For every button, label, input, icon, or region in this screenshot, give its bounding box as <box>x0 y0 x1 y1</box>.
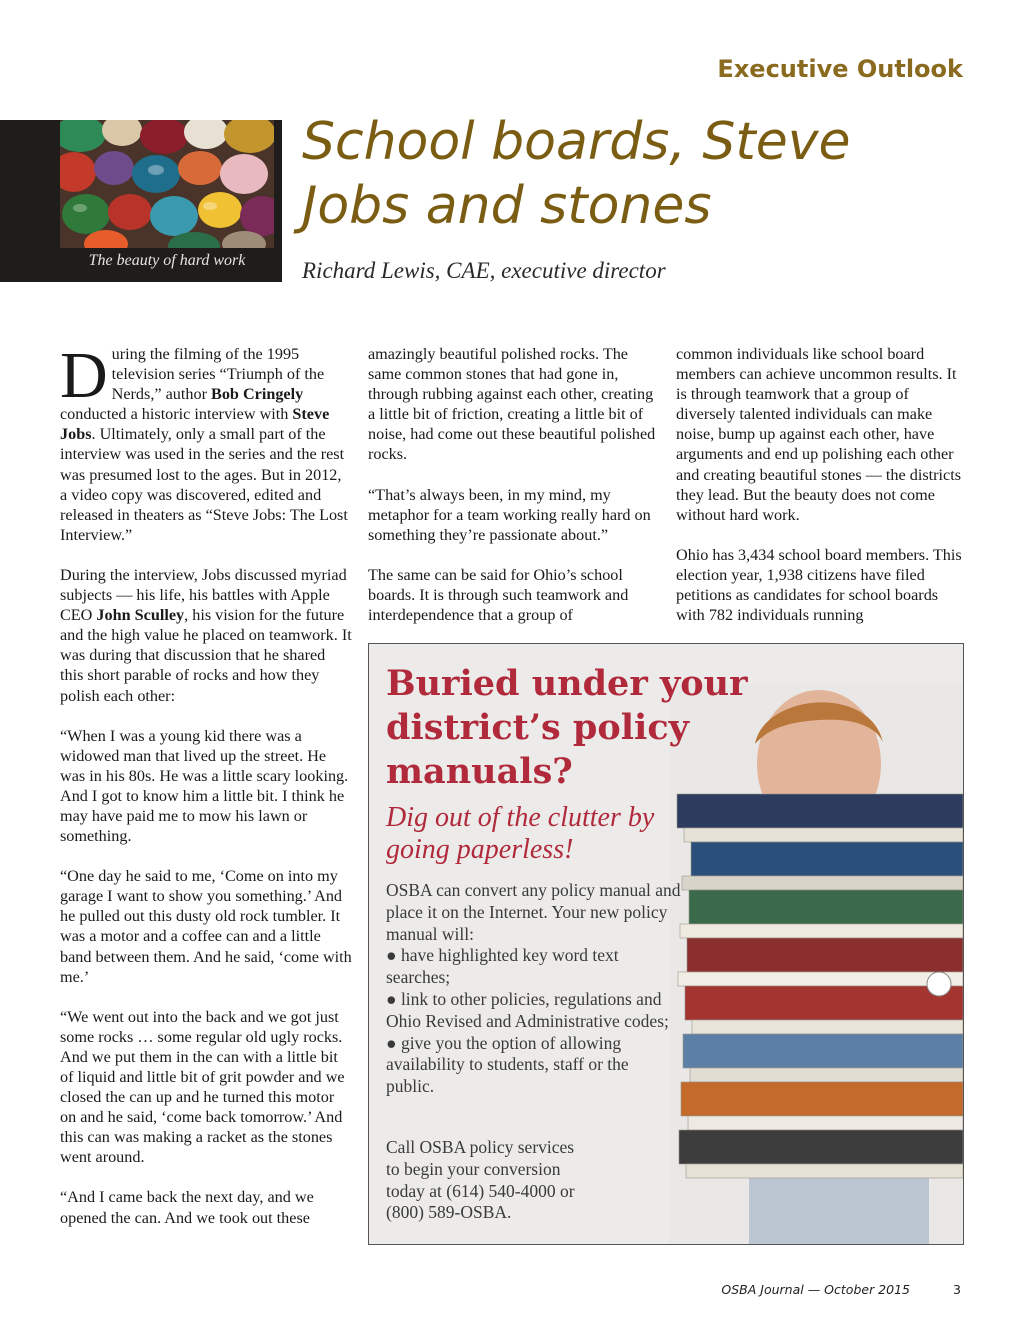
binder-layer <box>688 1116 963 1130</box>
stones-photo <box>60 120 274 248</box>
binder-layer <box>684 828 963 842</box>
paragraph-10: common individuals like school board members can achieve uncommon results. It is through teamwork that a group of diversely talented individuals can make noise, bump up against each other, have arguments and end up polishing each other and creating beautiful stones — the districts they lead. But the beauty does not come without hard work. <box>676 345 962 524</box>
binder-layer <box>682 876 963 890</box>
paragraph-11: Ohio has 3,434 school board members. This election year, 1,938 citizens have filed petitions as candidates for school boards with 782 individuals running <box>676 545 962 625</box>
binder-layer <box>683 1034 963 1068</box>
ad-headline: Buried under your district’s policy manuals? <box>386 663 748 792</box>
byline: Richard Lewis, CAE, executive director <box>302 258 666 283</box>
binder-layer <box>690 1068 963 1082</box>
ad-subheadline: Dig out of the clutter by going paperless! <box>386 802 655 865</box>
journal-footer: OSBA Journal — October 2015 <box>721 1282 910 1297</box>
ad-body <box>386 880 681 1098</box>
binder-ring-hole <box>927 972 951 996</box>
ad-feature-item: ● give you the option of allowing availability to students, staff or the public. <box>386 1032 629 1097</box>
ad-feature-item: ● link to other policies, regulations and Ohio Revised and Administrative codes; <box>386 988 669 1031</box>
paragraph-1 <box>60 339 352 545</box>
binder-layer <box>681 1082 963 1116</box>
article-column-2 <box>368 344 658 645</box>
binder-layer <box>692 1020 963 1034</box>
binder-layer <box>679 1130 963 1164</box>
paragraph-8: “That’s always been, in my mind, my metaphor for a team working really hard on something they’re passionate about.” <box>368 485 651 544</box>
ad-feature-item: ● have highlighted key word text searches; <box>386 945 619 988</box>
binder-layer <box>687 938 963 972</box>
page-number: 3 <box>953 1282 961 1297</box>
article-title: School boards, Steve Jobs and stones <box>302 112 851 236</box>
photo-caption: The beauty of hard work <box>88 252 246 269</box>
paragraph-6: “And I came back the next day, and we opened the can. And we took out these <box>60 1188 314 1227</box>
text-run: . Ultimately, only a small part of the interview was used in the series and the rest was presumed lost to the ages. But in 2012, a video copy was discovered, edited and released in theaters as “Steve Jobs: The Lost Interview.” <box>60 425 348 544</box>
binder-layer <box>678 972 963 986</box>
section-label: Executive Outlook <box>717 55 963 83</box>
drop-cap: D <box>60 339 108 412</box>
name-steve-jobs: Steve Jobs <box>60 405 330 444</box>
polished-stones-image <box>60 120 274 248</box>
article-column-3 <box>676 344 966 645</box>
paragraph-7: amazingly beautiful polished rocks. The same common stones that had gone in, through rubbing against each other, creating a little bit of friction, creating a little bit of noise, had come out these beautiful polished rocks. <box>368 345 656 464</box>
name-john-sculley: John Sculley <box>96 606 185 625</box>
text-run: uring the filming of the 1995 television series “Triumph of the Nerds,” author <box>111 345 325 404</box>
binder-layer <box>685 986 963 1020</box>
paragraph-2 <box>60 565 352 706</box>
text-run: During the interview, Jobs discussed myriad subjects — his life, his battles with Apple CEO <box>60 565 347 625</box>
binder-layer <box>680 924 963 938</box>
ad-intro: OSBA can convert any policy manual and place it on the Internet. Your new policy manual will: <box>386 880 681 944</box>
article-column-1 <box>60 339 352 1248</box>
paragraph-3: “When I was a young kid there was a widowed man that lived up the street. He was in his 80s. He was a little scary looking. And I got to know him a little bit. I think he may have paid me to mow his lawn or something. <box>60 726 349 846</box>
paragraph-9: The same can be said for Ohio’s school boards. It is through such teamwork and interdependence that a group of <box>368 565 629 625</box>
binder-layer <box>686 1164 963 1178</box>
binder-layer <box>689 890 963 924</box>
paragraph-4: “One day he said to me, ‘Come on into my garage I want to show you something.’ And he pulled out this dusty old rock tumbler. It was a motor and a coffee can and a little band between them. And he said, ‘come with me.’ <box>60 867 352 986</box>
text-run: conducted a historic interview with <box>60 405 293 424</box>
paragraph-5: “We went out into the back and we got just some rocks … some regular old ugly rocks. And we put them in the can with a little bit of liquid and little bit of grit powder and we closed the can up and he turned this motor on and he said, ‘come back tomorrow.’ And this can was making a racket as the stones went around. <box>60 1007 345 1167</box>
policy-services-ad <box>368 643 964 1245</box>
binder-layer <box>677 794 963 828</box>
ad-contact-info: Call OSBA policy services to begin your conversion today at (614) 540-4000 or (800) 589-OSBA. <box>386 1137 575 1223</box>
text-run: , his vision for the future and the high value he placed on teamwork. It was during that discussion that he shared this short parable of rocks and how they polish each other: <box>60 606 352 705</box>
ad-feature-list <box>386 945 681 1098</box>
name-bob-cringely: Bob Cringely <box>211 385 304 404</box>
binder-layer <box>691 842 963 876</box>
